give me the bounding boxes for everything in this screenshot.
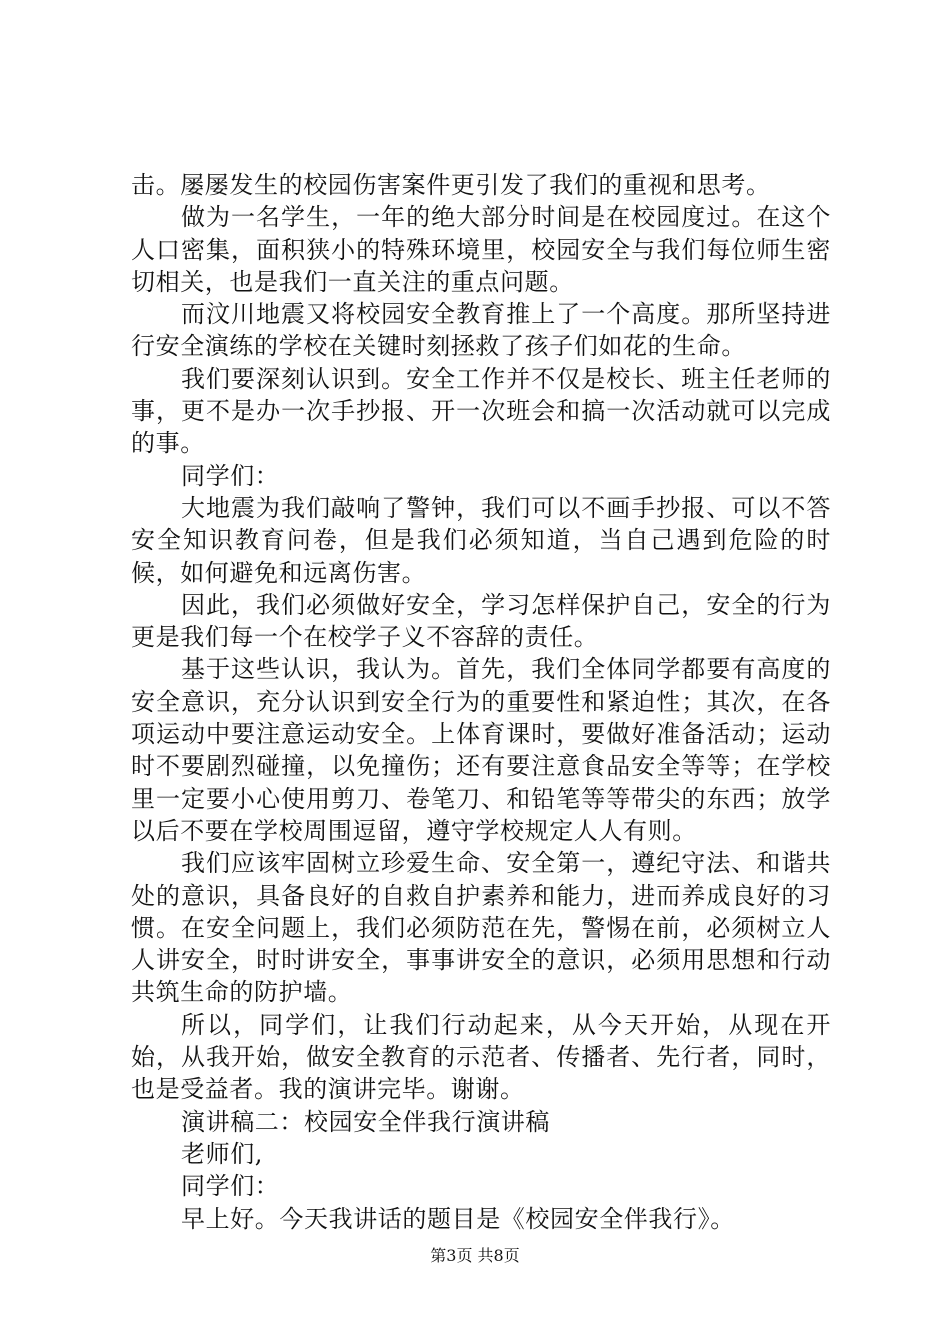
paragraph-10: 所以，同学们，让我们行动起来，从今天开始，从现在开始，从我开始，做安全教育的示范者、传播者、先行者，同时，也是受益者。我的演讲完毕。谢谢。 bbox=[131, 1010, 831, 1104]
paragraph-3: 而汶川地震又将校园安全教育推上了一个高度。那所坚持进行安全演练的学校在关键时刻拯救了孩子们如花的生命。 bbox=[131, 300, 831, 361]
paragraph-9: 我们应该牢固树立珍爱生命、安全第一，遵纪守法、和谐共处的意识，具备良好的自救自护素养和能力，进而养成良好的习惯。在安全问题上，我们必须防范在先，警惕在前，必须树立人人讲安全，时时讲安全，事事讲安全的意识，必须用思想和行动共筑生命的防护墙。 bbox=[131, 849, 831, 1007]
section-heading: 演讲稿二：校园安全伴我行演讲稿 bbox=[181, 1107, 550, 1136]
document-body bbox=[131, 169, 831, 1235]
salutation-students: 同学们： bbox=[181, 461, 280, 490]
salutation-students-2: 同学们： bbox=[181, 1172, 280, 1201]
paragraph-8: 基于这些认识，我认为。首先，我们全体同学都要有高度的安全意识，充分认识到安全行为的重要性和紧迫性；其次，在各项运动中要注意运动安全。上体育课时，要做好准备活动；运动时不要剧烈碰撞，以免撞伤；还有要注意食品安全等等；在学校里一定要小心使用剪刀、卷笔刀、和铅笔等等带尖的东西；放学以后不要在学校周围逗留，遵守学校规定人人有则。 bbox=[131, 655, 831, 845]
paragraph-4: 我们要深刻认识到。安全工作并不仅是校长、班主任老师的事，更不是办一次手抄报、开一次班会和搞一次活动就可以完成的事。 bbox=[131, 364, 831, 458]
salutation-teachers: 老师们, bbox=[181, 1139, 264, 1168]
page-number: 第3页 共8页 bbox=[430, 1246, 520, 1265]
paragraph-2: 做为一名学生，一年的绝大部分时间是在校园度过。在这个人口密集，面积狭小的特殊环境里，校园安全与我们每位师生密切相关，也是我们一直关注的重点问题。 bbox=[131, 203, 831, 296]
paragraph-7: 因此，我们必须做好安全，学习怎样保护自己，安全的行为更是我们每一个在校学子义不容辞的责任。 bbox=[131, 590, 831, 652]
paragraph-1: 击。屡屡发生的校园伤害案件更引发了我们的重视和思考。 bbox=[131, 171, 771, 199]
paragraph-6: 大地震为我们敲响了警钟，我们可以不画手抄报、可以不答安全知识教育问卷，但是我们必须知道，当自己遇到危险的时候，如何避免和远离伤害。 bbox=[131, 493, 831, 587]
paragraph-14: 早上好。今天我讲话的题目是《校园安全伴我行》。 bbox=[181, 1204, 735, 1233]
